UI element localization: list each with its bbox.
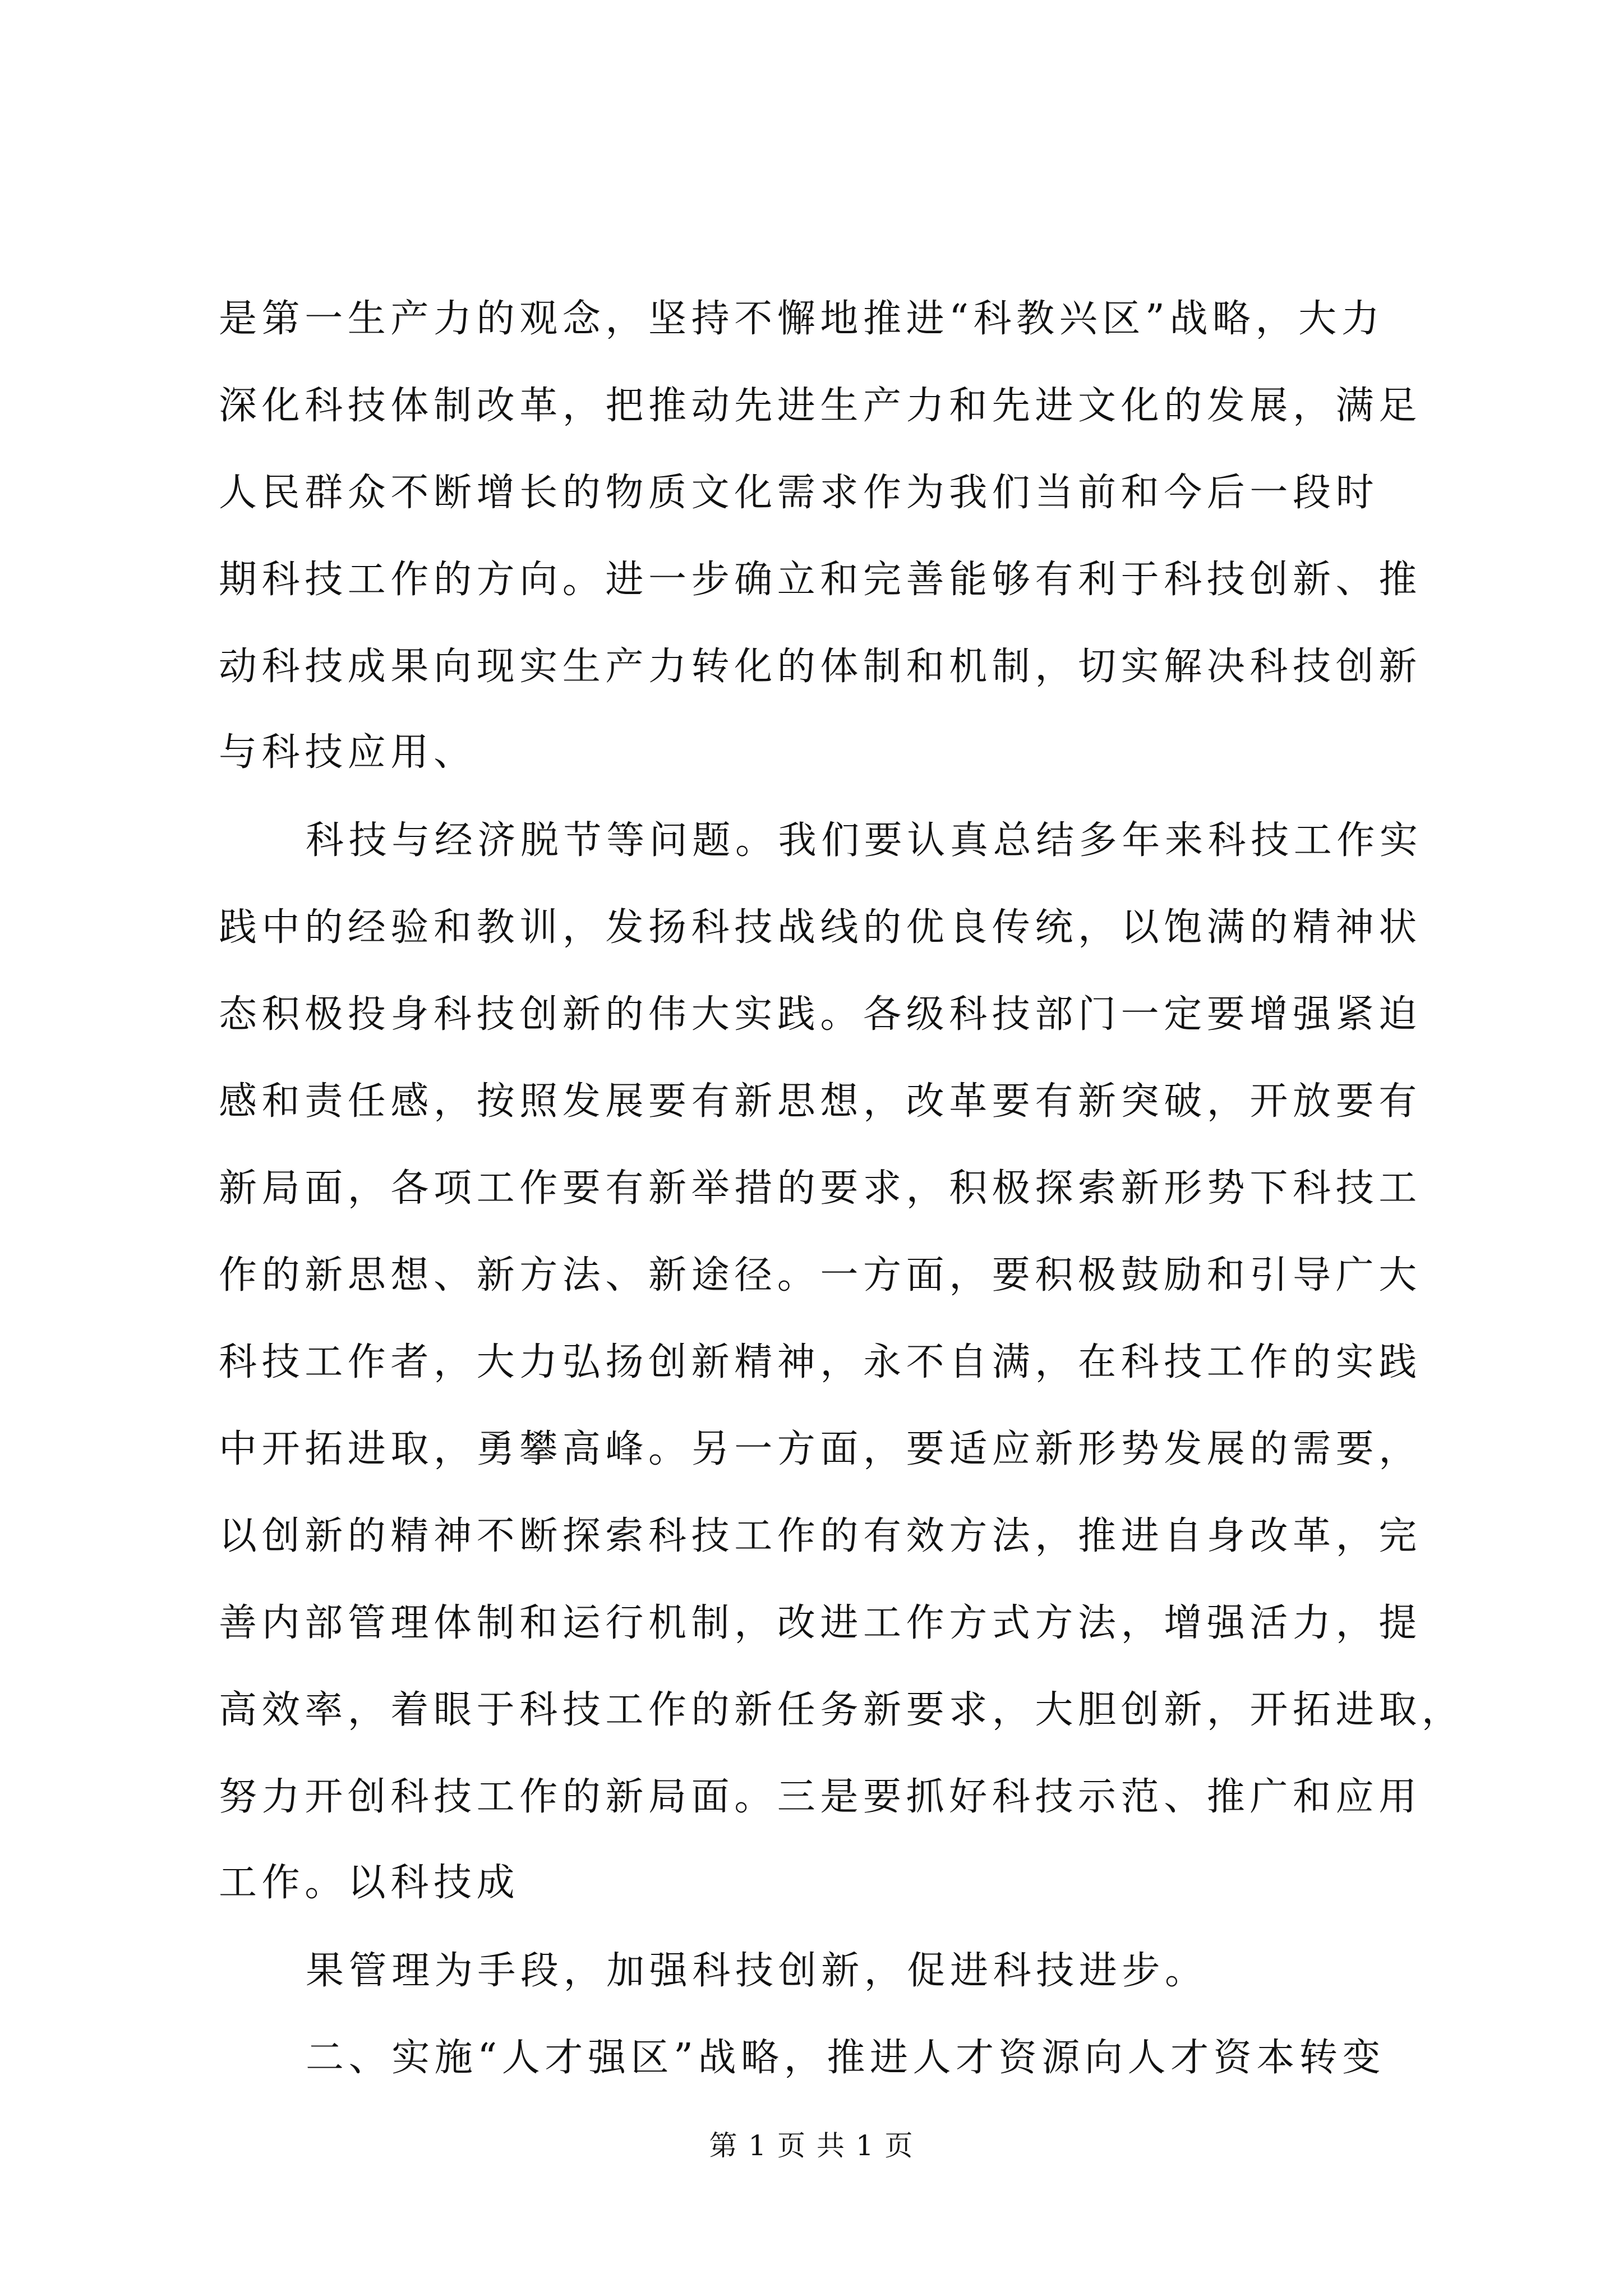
paragraph-line: 新局面，各项工作要有新举措的要求，积极探索新形势下科技工 — [219, 1166, 1422, 1211]
paragraph-line: 科技与经济脱节等问题。我们要认真总结多年来科技工作实 — [306, 818, 1423, 863]
paragraph-line: 果管理为手段，加强科技创新，促进科技进步。 — [306, 1949, 1208, 1993]
paragraph-line: 期科技工作的方向。进一步确立和完善能够有利于科技创新、推 — [219, 558, 1422, 602]
paragraph-line: 人民群众不断增长的物质文化需求作为我们当前和今后一段时 — [219, 471, 1379, 515]
paragraph-line: 高效率，着眼于科技工作的新任务新要求，大胆创新，开拓进取， — [219, 1688, 1465, 1732]
paragraph-line: 动科技成果向现实生产力转化的体制和机制，切实解决科技创新 — [219, 645, 1422, 689]
paragraph-line: 善内部管理体制和运行机制，改进工作方式方法，增强活力，提 — [219, 1601, 1422, 1645]
paragraph-line: 作的新思想、新方法、新途径。一方面，要积极鼓励和引导广大 — [219, 1253, 1422, 1297]
paragraph-line: 努力开创科技工作的新局面。三是要抓好科技示范、推广和应用 — [219, 1775, 1422, 1819]
paragraph-line: 深化科技体制改革，把推动先进生产力和先进文化的发展，满足 — [219, 384, 1422, 428]
paragraph-line: 以创新的精神不断探索科技工作的有效方法，推进自身改革，完 — [219, 1514, 1422, 1558]
paragraph-line: 践中的经验和教训，发扬科技战线的优良传统，以饱满的精神状 — [219, 905, 1422, 950]
section-heading: 二、实施“人才强区”战略，推进人才资源向人才资本转变 — [306, 2036, 1386, 2080]
page-footer: 第 1 页 共 1 页 — [709, 2129, 914, 2162]
paragraph-line: 科技工作者，大力弘扬创新精神，永不自满，在科技工作的实践 — [219, 1340, 1422, 1384]
paragraph-line: 是第一生产力的观念，坚持不懈地推进“科教兴区”战略，大力 — [219, 297, 1385, 341]
paragraph-line: 中开拓进取，勇攀高峰。另一方面，要适应新形势发展的需要， — [219, 1427, 1422, 1471]
paragraph-line: 与科技应用、 — [219, 730, 477, 775]
paragraph-line: 感和责任感，按照发展要有新思想，改革要有新突破，开放要有 — [219, 1079, 1422, 1124]
paragraph-line: 工作。以科技成 — [219, 1861, 520, 1905]
paragraph-line: 态积极投身科技创新的伟大实践。各级科技部门一定要增强紧迫 — [219, 992, 1422, 1037]
